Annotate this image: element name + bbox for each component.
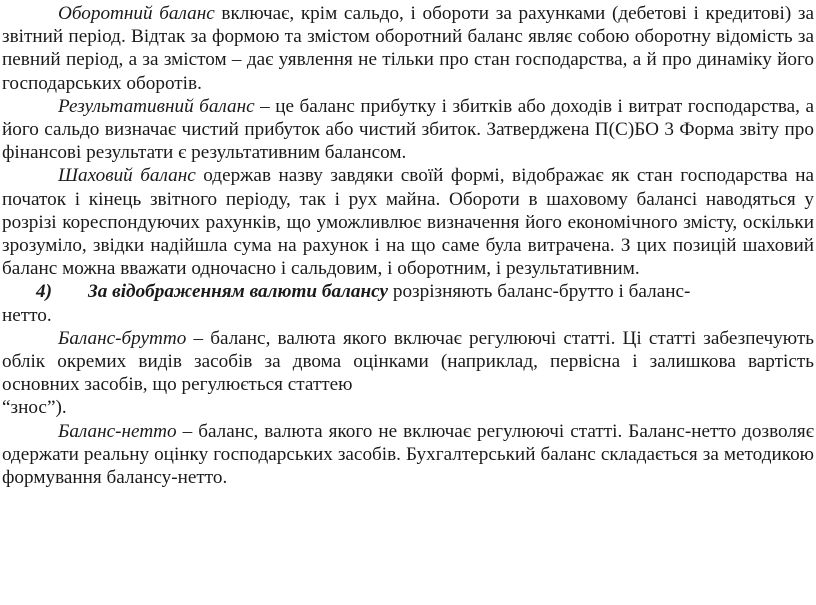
- list-item-4-continuation: [2, 304, 814, 327]
- paragraph-text: – це баланс прибутку і збитків або доходів і витрат господарства, а його сальдо визначає чистий прибуток або чистий збиток. Затверджена П(С)БО 3 Форма звіту про фінансові результати є результативним балансом.: [2, 95, 814, 164]
- paragraph-text: одержав назву завдяки своїй формі, відображає як стан господарства на початок і кінець звітного періоду, так і рух майна. Обороти в шаховому балансі наводяться у розрізі кореспондуючих рахунків, що уможливлює визначення його економічного змісту, оскільки зрозуміло, звідки надійшла сума на рахунок і на що саме була витрачена. З цих позицій шаховий баланс можна вважати одночасно і сальдовим, і оборотним, і результативним.: [2, 165, 814, 280]
- paragraph-result-balance: [2, 95, 814, 165]
- paragraph-chess-balance: [2, 164, 814, 280]
- paragraph-text-continuation: “знос”).: [2, 397, 67, 419]
- list-heading: За відображенням валюти балансу: [88, 281, 389, 303]
- term-result-balance: Результативний баланс: [58, 95, 255, 117]
- paragraph-gross-balance: [2, 327, 814, 397]
- list-item-4: [2, 280, 814, 303]
- term-turnover-balance: Оборотний баланс: [58, 3, 215, 24]
- list-number: 4): [36, 281, 52, 303]
- list-text-continuation: нетто.: [2, 304, 52, 326]
- term-gross-balance: Баланс-брутто: [58, 327, 187, 349]
- term-net-balance: Баланс-нетто: [58, 420, 177, 442]
- paragraph-turnover-balance: [2, 2, 814, 95]
- paragraph-text: – баланс, валюта якого не включає регулюючі статті. Баланс-нетто дозволяє одержати реальну оцінку господарських засобів. Бухгалтерський баланс складається за методикою формування балансу-нетто.: [2, 420, 814, 489]
- paragraph-net-balance: [2, 420, 814, 490]
- list-text: розрізняють баланс-брутто і баланс-: [388, 281, 691, 303]
- paragraph-text: включає, крім сальдо, і обороти за рахунками (дебетові і кредитові) за звітний період. Відтак за формою та змістом оборотний баланс являє собою оборотну відомість за певний період, а за змістом – дає уявлення не тільки про стан господарства, а й про динаміку його господарських оборотів.: [2, 3, 814, 94]
- paragraph-gross-balance-continuation: [2, 396, 814, 419]
- paragraph-text: – баланс, валюта якого включає регулюючі статті. Ці статті забезпечують облік окремих видів засобів за двома оцінками (наприклад, первісна і залишкова вартість основних засобів, що регулюється статтею: [2, 327, 814, 396]
- term-chess-balance: Шаховий баланс: [58, 165, 196, 187]
